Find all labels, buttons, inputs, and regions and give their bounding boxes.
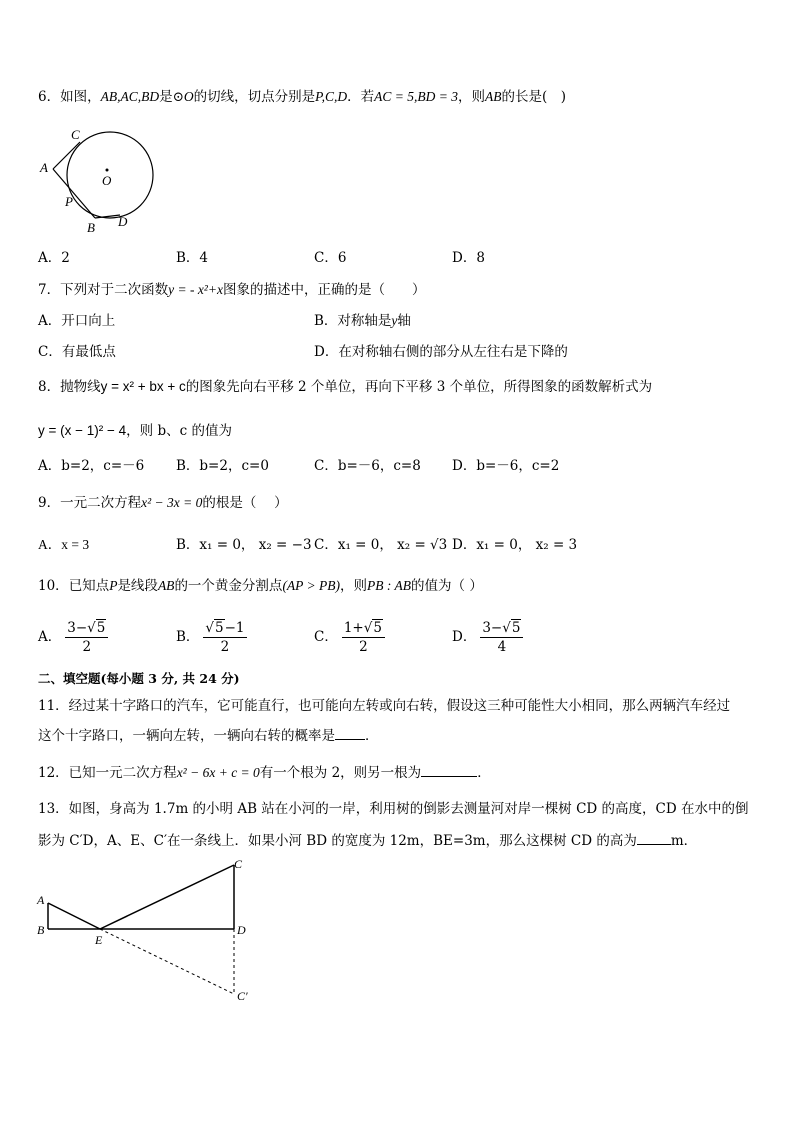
q9-option-b[interactable]: B．x₁ = 0， x₂ = −3	[176, 537, 312, 553]
q8-stem-line1: 8．抛物线y = x² + bx + c的图象先向右平移 2 个单位，再向下平移 3 个单位，所得图象的函数解析式为	[38, 379, 653, 395]
label-c-prime: C′	[237, 989, 248, 1003]
q13-line1: 13．如图，身高为 1.7m 的小明 AB 站在小河的一岸，利用树的倒影去测量河对岸一棵树 CD 的高度，CD 在水中的倒	[38, 801, 749, 817]
q8-option-d[interactable]: D．b=－6，c=2	[452, 458, 560, 474]
q10-option-c[interactable]: C． $\frac{1+√5}{2}$	[314, 620, 385, 655]
label-c: C	[71, 127, 80, 142]
label-b: B	[87, 220, 95, 235]
label-c: C	[234, 857, 243, 871]
q12-stem: 12．已知一元二次方程x² − 6x + c = 0有一个根为 2，则另一根为 ．	[38, 765, 491, 781]
q9-option-d[interactable]: D．x₁ = 0， x₂ = 3	[452, 537, 578, 553]
fraction: $\frac{3-√5}{4}$	[480, 620, 523, 655]
q6-option-d[interactable]: D．8	[452, 250, 485, 266]
label-o: O	[102, 173, 112, 188]
tangent-ab	[53, 169, 95, 218]
q7-option-b[interactable]: B．对称轴是y轴	[314, 313, 411, 329]
q7-option-d[interactable]: D．在对称轴右侧的部分从左往右是下降的	[314, 344, 568, 360]
fraction: $\frac{1+√5}{2}$	[342, 620, 385, 655]
q6-option-c[interactable]: C．6	[314, 250, 347, 266]
label-b: B	[37, 923, 45, 937]
q13-figure	[34, 855, 264, 1005]
section-heading: 二、填空题(每小题 3 分, 共 24 分)	[38, 671, 240, 686]
tangent-ac	[53, 142, 80, 169]
q7-option-a[interactable]: A．开口向上	[38, 313, 116, 329]
q12-answer-blank[interactable]	[421, 764, 477, 777]
q6-option-b[interactable]: B．4	[176, 250, 209, 266]
q7-option-c[interactable]: C．有最低点	[38, 344, 116, 360]
q6-stem: 6．如图，AB,AC,BD是⊙O的切线，切点分别是P,C,D．若AC = 5,BD = 3，则AB的长是( )	[38, 89, 567, 105]
label-e: E	[95, 933, 103, 947]
q11-answer-blank[interactable]	[335, 727, 365, 740]
q8-stem-line2: y = (x − 1)² − 4，则 b、c 的值为	[38, 423, 232, 439]
q9-stem: 9．一元二次方程x² − 3x = 0的根是（ ）	[38, 495, 288, 511]
q13-line2: 影为 C′D，A、E、C′在一条线上．如果小河 BD 的宽度为 12m，BE=3m，那么这棵树 CD 的高为 m．	[38, 833, 698, 849]
segment-ec	[100, 865, 234, 929]
q10-option-a[interactable]: A． $\frac{3-√5}{2}$	[38, 620, 108, 655]
fraction: $\frac{3-√5}{2}$	[65, 620, 108, 655]
q6-number: 6．	[38, 89, 61, 105]
q10-option-b[interactable]: B． $\frac{√5-1}{2}$	[176, 620, 245, 655]
segment-ae	[48, 903, 100, 929]
q8-option-a[interactable]: A．b=2，c=－6	[38, 458, 145, 474]
q10-stem: 10．已知点P是线段AB的一个黄金分割点(AP > PB)，则PB : AB的值为（ ）	[38, 578, 483, 594]
q10-option-d[interactable]: D． $\frac{3-√5}{4}$	[452, 620, 523, 655]
q9-option-c[interactable]: C．x₁ = 0， x₂ = √3	[314, 537, 448, 553]
q13-answer-blank[interactable]	[637, 832, 671, 845]
q11-line2: 这个十字路口，一辆向左转，一辆向右转的概率是 ．	[38, 728, 379, 744]
label-d: D	[118, 214, 128, 229]
center-dot	[106, 169, 109, 172]
q8-option-c[interactable]: C．b=－6，c=8	[314, 458, 421, 474]
fraction: $\frac{√5-1}{2}$	[205, 620, 245, 655]
q6-figure	[36, 122, 166, 237]
label-a: A	[37, 893, 45, 907]
q9-option-a[interactable]: A．x = 3	[38, 537, 90, 552]
label-d: D	[237, 923, 246, 937]
q6-option-a[interactable]: A．2	[38, 250, 70, 266]
label-a: A	[40, 160, 48, 175]
q8-option-b[interactable]: B．b=2，c=0	[176, 458, 269, 474]
q11-line1: 11．经过某十字路口的汽车，它可能直行，也可能向左转或向右转，假设这三种可能性大小相同，那么两辆汽车经过	[38, 698, 731, 714]
q7-stem: 7．下列对于二次函数y = - x²+x图象的描述中，正确的是（ ）	[38, 282, 426, 298]
segment-ec-prime	[100, 929, 234, 994]
label-p: P	[65, 194, 73, 209]
